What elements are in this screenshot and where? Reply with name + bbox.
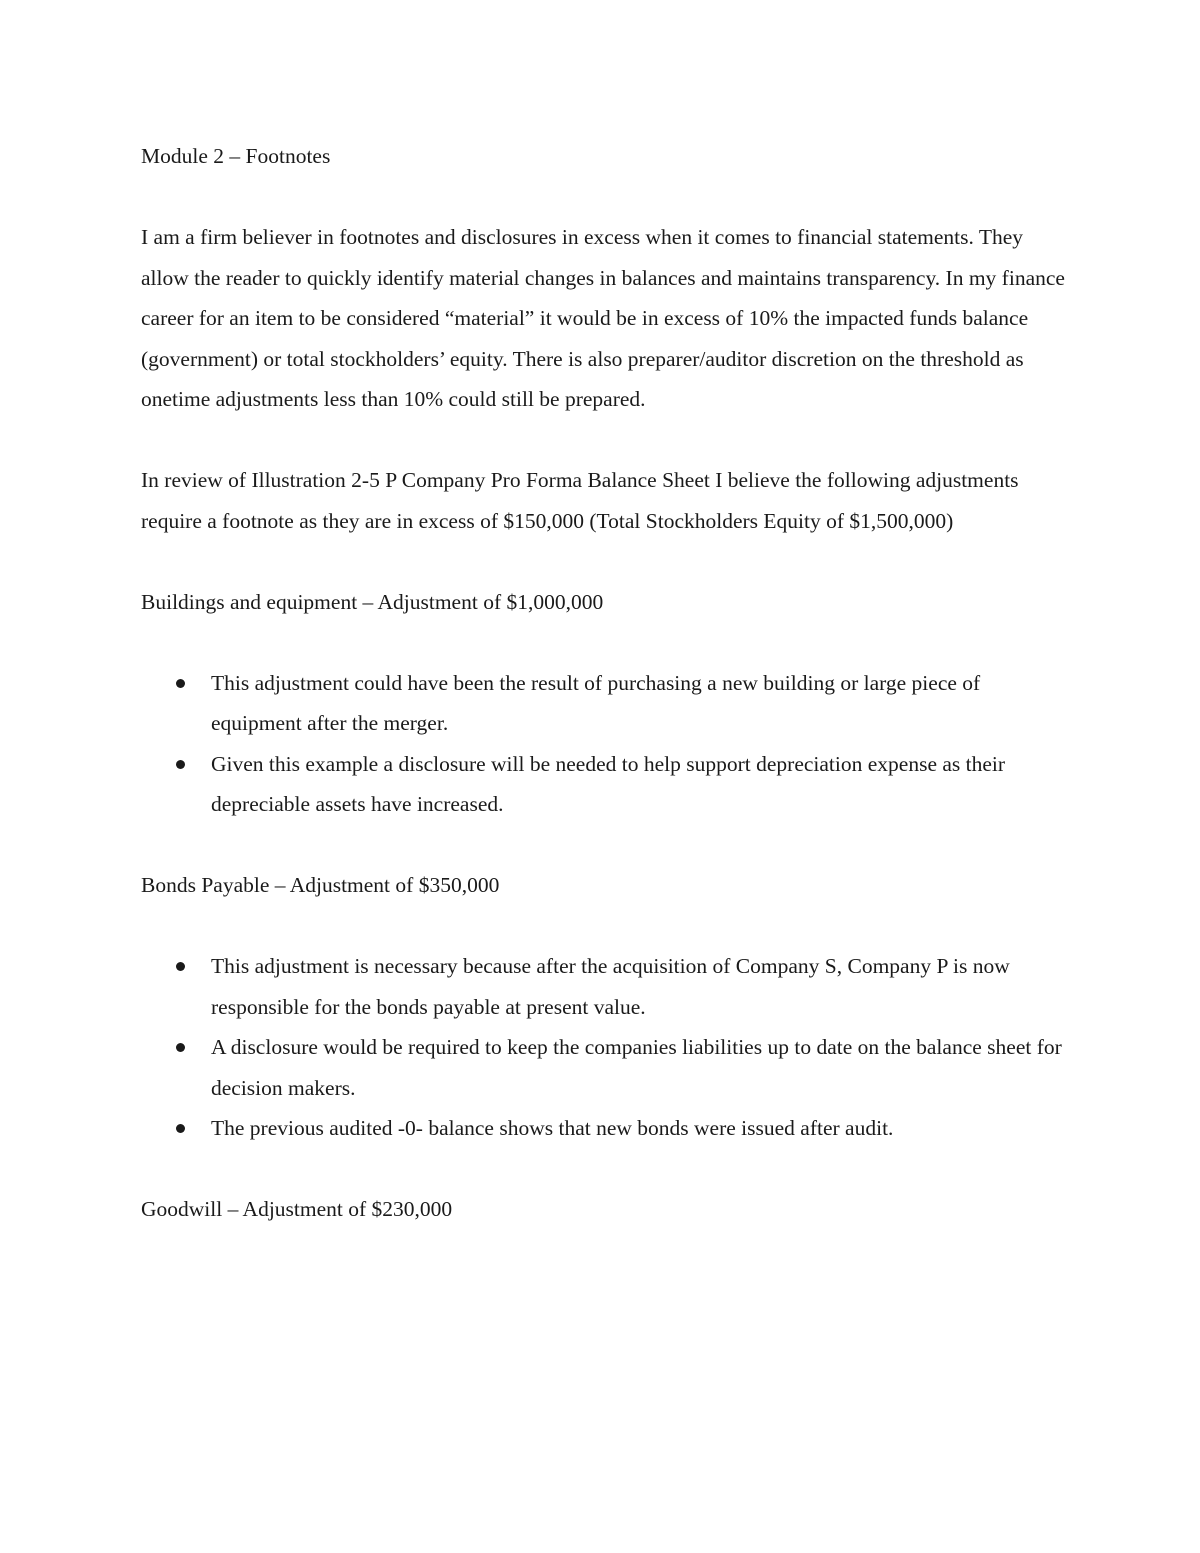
bullet-list-buildings [141, 663, 1071, 825]
bullet-text: This adjustment is necessary because after the acquisition of Company S, Company P is now responsible for the bonds payable at present value. [211, 954, 1010, 1019]
review-paragraph: In review of Illustration 2-5 P Company Pro Forma Balance Sheet I believe the following adjustments require a footnote as they are in excess of $150,000 (Total Stockholders Equity of $1,500,000) [141, 468, 1019, 533]
bullet-icon [176, 679, 185, 688]
bullet-text: Given this example a disclosure will be needed to help support depreciation expense as their depreciable assets have increased. [211, 751, 1006, 816]
bullet-text: A disclosure would be required to keep the companies liabilities up to date on the balance sheet for decision makers. [211, 1035, 1062, 1100]
section-heading-buildings: Buildings and equipment – Adjustment of $1,000,000 [141, 589, 604, 614]
document-title: Module 2 – Footnotes [141, 144, 331, 168]
section-heading-goodwill: Goodwill – Adjustment of $230,000 [141, 1197, 453, 1221]
bullet-icon [176, 962, 185, 971]
bullet-list-bonds-payable [141, 946, 1071, 1149]
bullet-icon [176, 1043, 185, 1052]
bullet-icon [176, 760, 185, 769]
list-item [141, 663, 1071, 744]
document-body [141, 136, 1071, 1270]
bullet-text: This adjustment could have been the result of purchasing a new building or large piece of equipment after the merger. [211, 670, 981, 735]
list-item [141, 946, 1071, 1027]
list-item [141, 1027, 1071, 1108]
section-heading-bonds-payable: Bonds Payable – Adjustment of $350,000 [141, 873, 500, 897]
list-item [141, 744, 1071, 825]
bullet-text: The previous audited -0- balance shows that new bonds were issued after audit. [211, 1116, 894, 1140]
intro-paragraph: I am a firm believer in footnotes and disclosures in excess when it comes to financial statements. They allow the reader to quickly identify material changes in balances and maintains transparency. In my finance career for an item to be considered “material” it would be in excess of 10% the impacted funds balance (government) or total stockholders’ equity. There is also preparer/auditor discretion on the threshold as onetime adjustments less than 10% could still be prepared. [141, 225, 1065, 411]
bullet-icon [176, 1124, 185, 1133]
list-item [141, 1108, 1071, 1149]
